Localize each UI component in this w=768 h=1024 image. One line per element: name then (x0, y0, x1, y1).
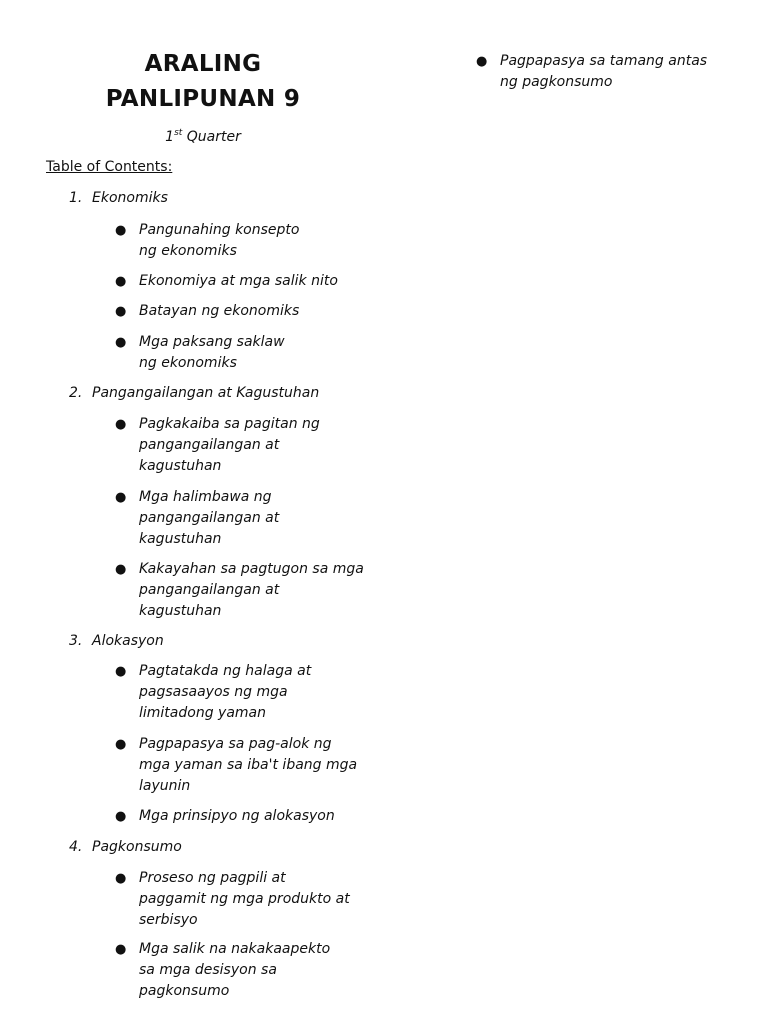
bullet-icon: ● (115, 274, 127, 289)
section-number: 2. (69, 385, 83, 401)
list-item-text: Batayan ng ekonomiks (139, 303, 300, 319)
section-number: 3. (69, 633, 83, 649)
quarter-ordinal-suffix: st (174, 128, 183, 138)
bullet-icon: ● (115, 942, 127, 957)
list-item-text: Pangunahing konsepto ng ekonomiks (139, 222, 300, 259)
section-title: Alokasyon (92, 633, 164, 649)
list-item-text: Pagtatakda ng halaga at pagsasaayos ng mga limitadong yaman (139, 663, 312, 721)
list-item-text: Ekonomiya at mga salik nito (139, 273, 338, 289)
list-item (115, 301, 369, 322)
list-item-text: Kakayahan sa pagtugon sa mga pangangailangan at kagustuhan (139, 561, 364, 619)
list-item-text: Pagkakaiba sa pagitan ng pangangailangan at kagustuhan (139, 416, 320, 474)
document-title-line-1: ARALING (144, 51, 262, 77)
list-item (115, 414, 369, 477)
list-item (115, 220, 369, 262)
list-item-text: Mga prinsipyo ng alokasyon (139, 808, 335, 824)
list-item (115, 271, 369, 292)
list-item (115, 868, 369, 931)
list-item-text: Pagpapasya sa pag-alok ng mga yaman sa iba't ibang mga layunin (139, 736, 358, 794)
bullet-icon: ● (115, 304, 127, 319)
bullet-icon: ● (115, 562, 127, 577)
document-title-line-2: PANLIPUNAN 9 (105, 86, 301, 112)
list-item (115, 806, 369, 827)
bullet-icon: ● (115, 490, 127, 505)
bullet-icon: ● (476, 54, 488, 69)
bullet-icon: ● (115, 664, 127, 679)
list-item-text: Pagpapasya sa tamang antas ng pagkonsumo (500, 53, 708, 90)
bullet-icon: ● (115, 223, 127, 238)
bullet-icon: ● (115, 335, 127, 350)
toc-heading: Table of Contents: (46, 159, 173, 175)
section-title: Pagkonsumo (92, 839, 182, 855)
list-item (115, 559, 369, 622)
quarter-word: Quarter (186, 129, 241, 145)
list-item (476, 51, 730, 93)
list-item-text: Mga halimbawa ng pangangailangan at kagustuhan (139, 489, 280, 547)
bullet-icon: ● (115, 737, 127, 752)
list-item (115, 487, 369, 550)
list-item (115, 734, 369, 797)
section-title: Ekonomiks (92, 190, 168, 206)
section-number: 4. (69, 839, 83, 855)
quarter-number: 1 (165, 129, 175, 145)
section-number: 1. (69, 190, 83, 206)
list-item-text: Proseso ng pagpili at paggamit ng mga produkto at serbisyo (139, 870, 350, 928)
bullet-icon: ● (115, 871, 127, 886)
bullet-icon: ● (115, 417, 127, 432)
bullet-icon: ● (115, 809, 127, 824)
list-item (115, 661, 369, 724)
quarter-label (60, 127, 346, 147)
list-item (115, 939, 369, 1002)
section-title: Pangangailangan at Kagustuhan (92, 385, 320, 401)
list-item (115, 332, 369, 374)
list-item-text: Mga salik na nakakaapekto sa mga desisyon sa pagkonsumo (139, 941, 331, 999)
list-item-text: Mga paksang saklaw ng ekonomiks (139, 334, 285, 371)
